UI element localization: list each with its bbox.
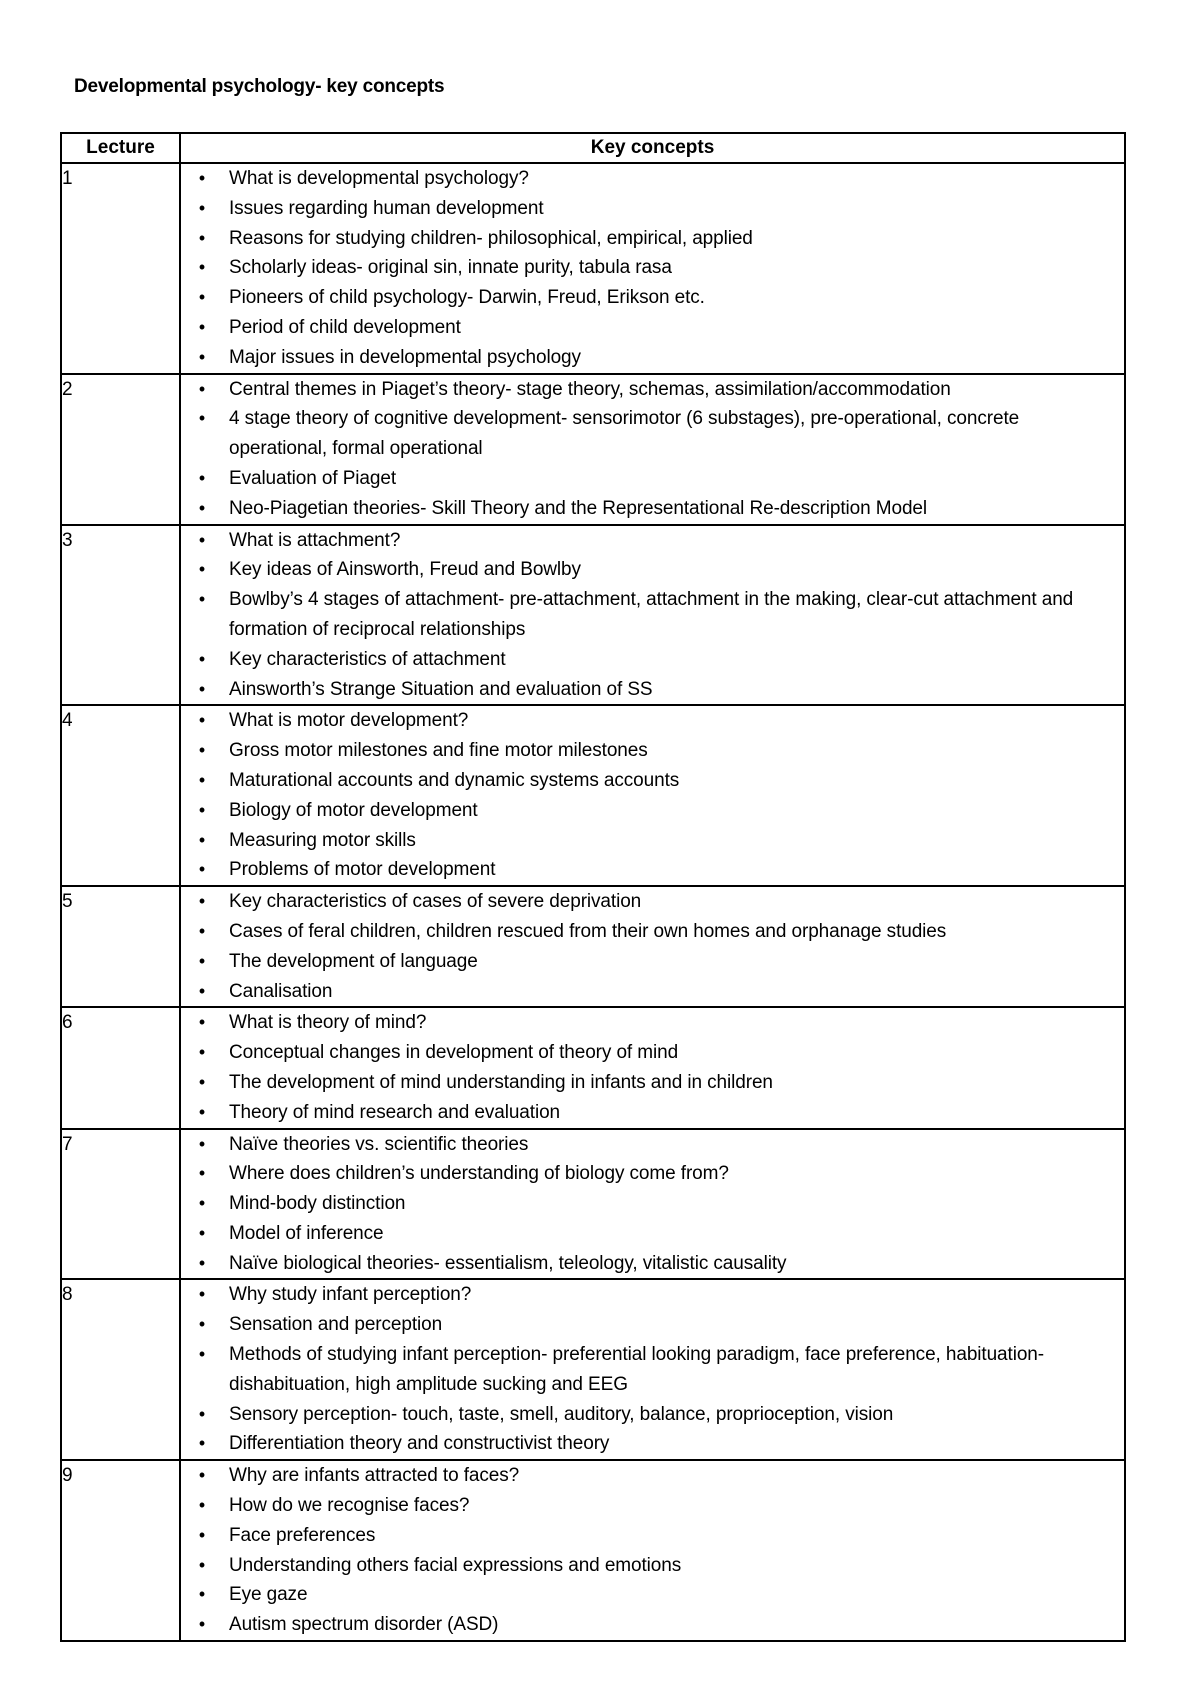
concept-list <box>181 526 1124 705</box>
list-item <box>181 1340 1124 1400</box>
bullet-icon: • <box>198 920 206 941</box>
bullet-icon: • <box>198 1284 206 1305</box>
bullet-icon: • <box>198 1012 206 1033</box>
key-concepts-cell <box>180 525 1125 706</box>
list-item <box>181 194 1124 224</box>
document-title: Developmental psychology- key concepts <box>74 76 445 97</box>
bullet-icon: • <box>198 287 206 308</box>
list-item <box>181 1130 1124 1160</box>
concept-list <box>181 1008 1124 1127</box>
list-item <box>181 224 1124 254</box>
concept-text: Naïve theories vs. scientific theories <box>229 1133 529 1155</box>
bullet-icon: • <box>198 1524 206 1545</box>
key-concepts-cell <box>180 374 1125 525</box>
bullet-icon: • <box>198 829 206 850</box>
lecture-number: 9 <box>61 1460 180 1641</box>
key-concepts-cell <box>180 1129 1125 1280</box>
concept-text: Key characteristics of attachment <box>229 648 506 670</box>
bullet-icon: • <box>198 950 206 971</box>
key-concepts-cell <box>180 163 1125 374</box>
concept-text: Face preferences <box>229 1524 376 1546</box>
bullet-icon: • <box>198 408 206 429</box>
table-row <box>61 374 1125 525</box>
list-item <box>181 1580 1124 1610</box>
concept-text: Why are infants attracted to faces? <box>229 1465 520 1487</box>
concept-text: What is theory of mind? <box>229 1012 427 1034</box>
bullet-icon: • <box>198 497 206 518</box>
lecture-number: 7 <box>61 1129 180 1280</box>
bullet-icon: • <box>198 1314 206 1335</box>
bullet-icon: • <box>198 1495 206 1516</box>
concept-text: Ainsworth’s Strange Situation and evaluation of SS <box>229 678 653 700</box>
bullet-icon: • <box>198 1193 206 1214</box>
list-item <box>181 826 1124 856</box>
list-item <box>181 404 1124 464</box>
bullet-icon: • <box>198 1133 206 1154</box>
bullet-icon: • <box>198 859 206 880</box>
concept-text: What is developmental psychology? <box>229 168 529 189</box>
list-item <box>181 917 1124 947</box>
list-item <box>181 1098 1124 1128</box>
list-item <box>181 343 1124 373</box>
key-concepts-cell <box>180 1007 1125 1128</box>
list-item <box>181 766 1124 796</box>
list-item <box>181 1400 1124 1430</box>
bullet-icon: • <box>198 1252 206 1273</box>
list-item <box>181 585 1124 645</box>
list-item <box>181 494 1124 524</box>
bullet-icon: • <box>198 1403 206 1424</box>
list-item <box>181 1491 1124 1521</box>
list-item <box>181 736 1124 766</box>
concept-text: Central themes in Piaget’s theory- stage theory, schemas, assimilation/accommodation <box>229 378 951 400</box>
bullet-icon: • <box>198 799 206 820</box>
table-row <box>61 1007 1125 1128</box>
concept-text: Why study infant perception? <box>229 1284 472 1306</box>
bullet-icon: • <box>198 1101 206 1122</box>
list-item <box>181 1310 1124 1340</box>
concept-list <box>181 706 1124 885</box>
concept-text: Canalisation <box>229 980 333 1002</box>
table-row <box>61 1129 1125 1280</box>
list-item <box>181 1249 1124 1279</box>
concept-text: Theory of mind research and evaluation <box>229 1101 561 1123</box>
header-lecture: Lecture <box>61 133 180 163</box>
concept-text: How do we recognise faces? <box>229 1495 470 1517</box>
concept-text: Cases of feral children, children rescued from their own homes and orphanage studies <box>229 920 947 942</box>
bullet-icon: • <box>198 1433 206 1454</box>
bullet-icon: • <box>198 891 206 912</box>
list-item <box>181 1159 1124 1189</box>
concept-text: Model of inference <box>229 1222 384 1244</box>
bullet-icon: • <box>198 678 206 699</box>
concept-text: Sensory perception- touch, taste, smell, auditory, balance, proprioception, vision <box>229 1403 894 1425</box>
concept-list <box>181 887 1124 1006</box>
concept-text: Differentiation theory and constructivist theory <box>229 1433 610 1455</box>
list-item <box>181 1038 1124 1068</box>
header-key-concepts: Key concepts <box>180 133 1125 163</box>
list-item <box>181 947 1124 977</box>
concept-text: Bowlby’s 4 stages of attachment- pre-attachment, attachment in the making, clear-cut attachment and formation of reciprocal relationships <box>229 589 1074 640</box>
bullet-icon: • <box>198 559 206 580</box>
concept-text: 4 stage theory of cognitive development- sensorimotor (6 substages), pre-operational, concrete operational, formal operational <box>229 408 1020 460</box>
concept-text: The development of language <box>229 950 478 972</box>
bullet-icon: • <box>198 197 206 218</box>
bullet-icon: • <box>198 316 206 337</box>
concept-text: Problems of motor development <box>229 859 496 881</box>
bullet-icon: • <box>198 1344 206 1365</box>
concept-text: Neo-Piagetian theories- Skill Theory and the Representational Re-description Model <box>229 497 928 519</box>
concept-text: Conceptual changes in development of theory of mind <box>229 1042 679 1064</box>
table-row <box>61 886 1125 1007</box>
concept-text: The development of mind understanding in infants and in children <box>229 1071 773 1093</box>
key-concepts-table <box>60 132 1126 1642</box>
concept-text: Methods of studying infant perception- preferential looking paradigm, face preference, habituation-dishabituation, high amplitude sucking and EEG <box>229 1344 1044 1395</box>
list-item <box>181 1008 1124 1038</box>
bullet-icon: • <box>198 1163 206 1184</box>
table-header-row <box>61 133 1125 163</box>
lecture-number: 3 <box>61 525 180 706</box>
bullet-icon: • <box>198 710 206 731</box>
concept-list <box>181 1130 1124 1279</box>
bullet-icon: • <box>198 1042 206 1063</box>
concept-text: Eye gaze <box>229 1584 308 1606</box>
bullet-icon: • <box>198 1614 206 1635</box>
list-item <box>181 555 1124 585</box>
concept-text: Period of child development <box>229 316 461 338</box>
list-item <box>181 253 1124 283</box>
lecture-number: 2 <box>61 374 180 525</box>
concept-text: Understanding others facial expressions and emotions <box>229 1554 682 1576</box>
list-item <box>181 645 1124 675</box>
list-item <box>181 855 1124 885</box>
list-item <box>181 675 1124 705</box>
key-concepts-cell <box>180 886 1125 1007</box>
key-concepts-cell <box>180 1460 1125 1641</box>
list-item <box>181 1610 1124 1640</box>
concept-list <box>181 1461 1124 1640</box>
list-item <box>181 1429 1124 1459</box>
concept-text: Sensation and perception <box>229 1314 443 1336</box>
list-item <box>181 977 1124 1007</box>
lecture-number: 1 <box>61 163 180 374</box>
key-concepts-cell <box>180 1279 1125 1460</box>
concept-text: Key characteristics of cases of severe deprivation <box>229 891 642 913</box>
key-concepts-cell <box>180 705 1125 886</box>
lecture-number: 6 <box>61 1007 180 1128</box>
list-item <box>181 313 1124 343</box>
bullet-icon: • <box>198 346 206 367</box>
bullet-icon: • <box>198 1554 206 1575</box>
bullet-icon: • <box>198 378 206 399</box>
concept-text: Evaluation of Piaget <box>229 467 397 489</box>
bullet-icon: • <box>198 980 206 1001</box>
table-row <box>61 1460 1125 1641</box>
table-row <box>61 1279 1125 1460</box>
list-item <box>181 1551 1124 1581</box>
bullet-icon: • <box>198 589 206 610</box>
list-item <box>181 796 1124 826</box>
lecture-number: 4 <box>61 705 180 886</box>
table-body <box>61 163 1125 1641</box>
list-item <box>181 1461 1124 1491</box>
bullet-icon: • <box>198 769 206 790</box>
list-item <box>181 283 1124 313</box>
bullet-icon: • <box>198 257 206 278</box>
list-item <box>181 526 1124 556</box>
bullet-icon: • <box>198 1071 206 1092</box>
concept-text: Pioneers of child psychology- Darwin, Freud, Erikson etc. <box>229 287 705 309</box>
concept-list <box>181 1280 1124 1459</box>
bullet-icon: • <box>198 1584 206 1605</box>
list-item <box>181 464 1124 494</box>
table-row <box>61 705 1125 886</box>
list-item <box>181 375 1124 405</box>
concept-text: Biology of motor development <box>229 799 478 821</box>
list-item <box>181 887 1124 917</box>
list-item <box>181 706 1124 736</box>
concept-list <box>181 375 1124 524</box>
concept-text: What is motor development? <box>229 710 469 732</box>
concept-text: Scholarly ideas- original sin, innate purity, tabula rasa <box>229 257 672 279</box>
concept-text: Mind-body distinction <box>229 1193 406 1215</box>
bullet-icon: • <box>198 1222 206 1243</box>
bullet-icon: • <box>198 648 206 669</box>
lecture-number: 8 <box>61 1279 180 1460</box>
concept-text: Measuring motor skills <box>229 829 416 851</box>
concept-text: Maturational accounts and dynamic systems accounts <box>229 769 680 791</box>
concept-text: Where does children’s understanding of biology come from? <box>229 1163 729 1185</box>
concept-text: Gross motor milestones and fine motor milestones <box>229 740 648 762</box>
list-item <box>181 164 1124 194</box>
list-item <box>181 1068 1124 1098</box>
concept-text: Reasons for studying children- philosophical, empirical, applied <box>229 227 753 249</box>
bullet-icon: • <box>198 1465 206 1486</box>
bullet-icon: • <box>198 529 206 550</box>
concept-text: Issues regarding human development <box>229 197 544 219</box>
concept-text: Key ideas of Ainsworth, Freud and Bowlby <box>229 559 581 581</box>
table-row <box>61 163 1125 374</box>
lecture-number: 5 <box>61 886 180 1007</box>
bullet-icon: • <box>198 467 206 488</box>
list-item <box>181 1189 1124 1219</box>
concept-text: What is attachment? <box>229 529 401 551</box>
concept-text: Major issues in developmental psychology <box>229 346 581 368</box>
concept-text: Naïve biological theories- essentialism, teleology, vitalistic causality <box>229 1252 787 1274</box>
list-item <box>181 1280 1124 1310</box>
list-item <box>181 1219 1124 1249</box>
bullet-icon: • <box>198 227 206 248</box>
concept-list <box>181 164 1124 373</box>
concept-text: Autism spectrum disorder (ASD) <box>229 1614 499 1636</box>
bullet-icon: • <box>198 168 206 188</box>
table-row <box>61 525 1125 706</box>
list-item <box>181 1521 1124 1551</box>
bullet-icon: • <box>198 740 206 761</box>
